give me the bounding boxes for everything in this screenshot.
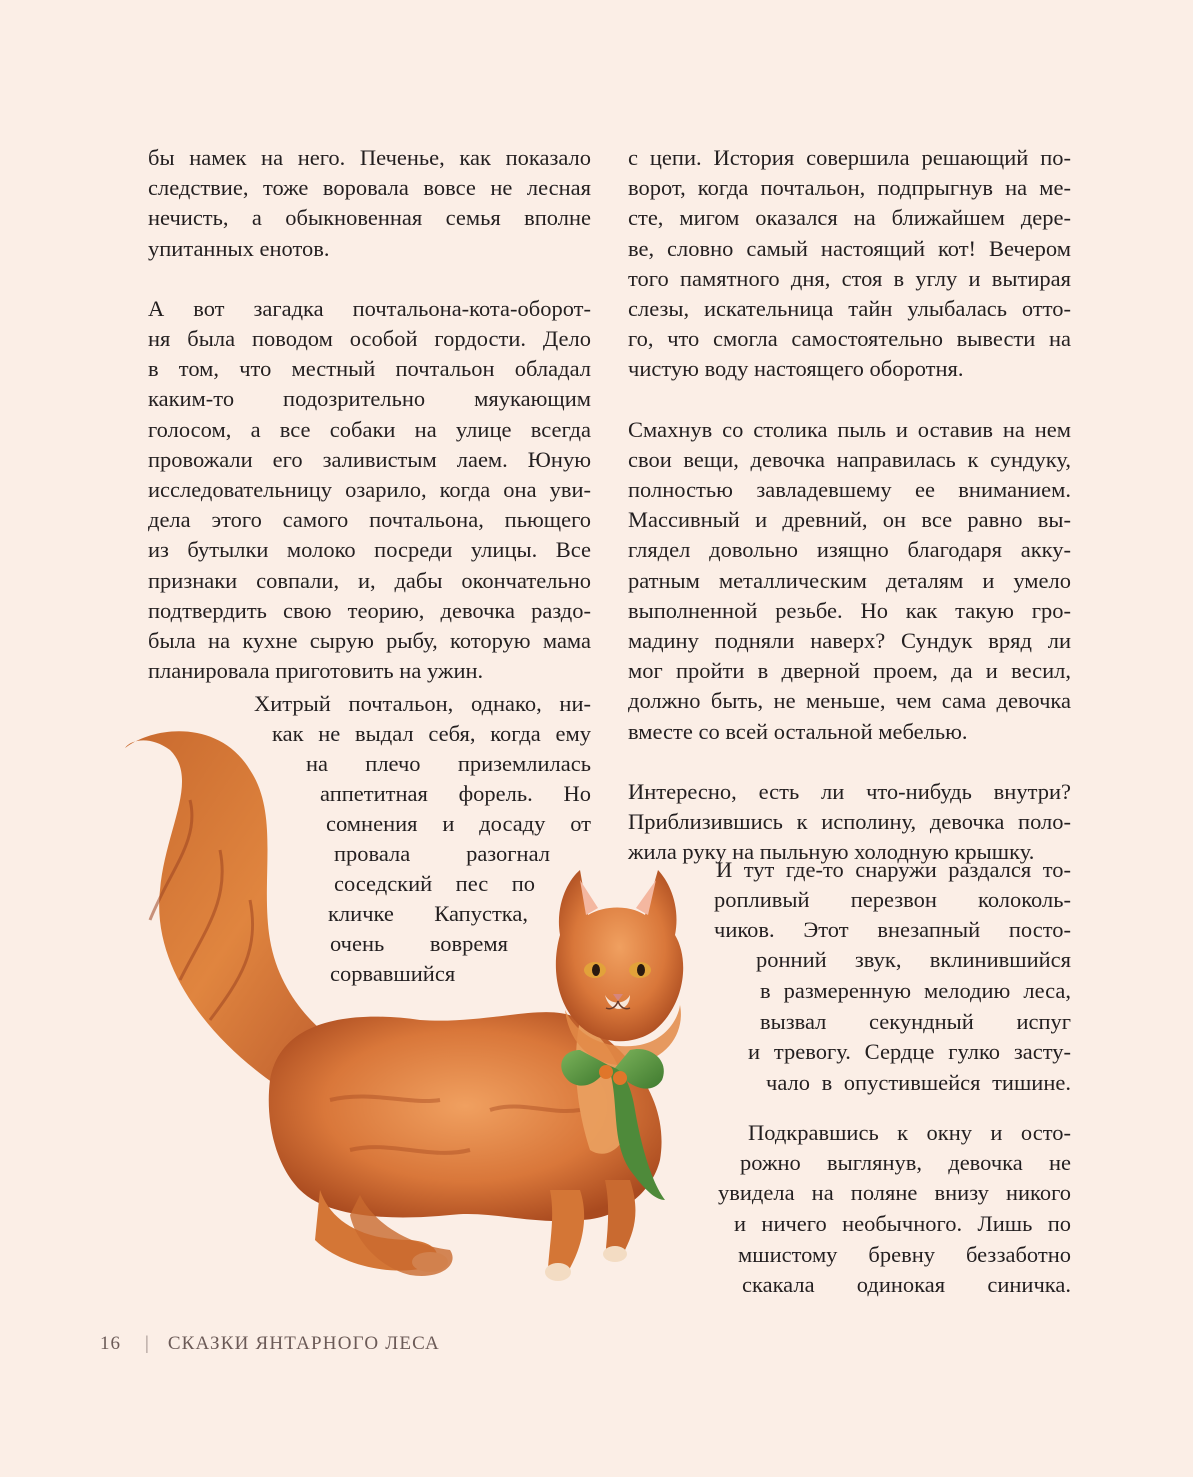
- text-line: каким-то подозрительно мяукающим: [148, 386, 591, 412]
- page-footer: [100, 1333, 440, 1355]
- text-line: ратным металлическим деталям и умело: [628, 567, 1071, 593]
- text-line: и тревогу. Сердце гулко засту-: [748, 1039, 1071, 1064]
- text-line: нечисть, а обыкновенная семья вполне: [148, 205, 591, 231]
- text-line: чало в опустившейся тишине.: [766, 1070, 1071, 1095]
- text-line: мог пройти в дверной проем, да и весил,: [628, 658, 1071, 684]
- text-line: слезы, искательница тайн улыбалась отто-: [628, 296, 1071, 322]
- page-number: 16: [100, 1333, 121, 1354]
- bell: [599, 1065, 613, 1079]
- text-line: сте, мигом оказался на ближайшем дере-: [628, 205, 1071, 231]
- paragraph: [628, 143, 1071, 385]
- text-line: вызвал секундный испуг: [760, 1009, 1071, 1034]
- text-line: планировала приготовить на ужин.: [148, 658, 484, 684]
- paragraph: [628, 415, 1071, 747]
- text-line: должно быть, не меньше, чем сама девочка: [628, 688, 1071, 714]
- text-line: дела этого самого почтальона, пьющего: [148, 507, 591, 533]
- text-line: Приблизившись к исполину, девочка поло-: [628, 809, 1071, 835]
- text-line: бы намек на него. Печенье, как показало: [148, 145, 591, 170]
- text-line: го, что смогла самостоятельно вывести на: [628, 326, 1071, 352]
- text-line: на плечо приземлилась: [306, 751, 591, 776]
- text-line: увидела на поляне внизу никого: [718, 1180, 1071, 1205]
- text-line: ве, словно самый настоящий кот! Вечером: [628, 235, 1071, 261]
- left-column: [148, 143, 591, 686]
- text-line: из бутылки молоко посреди улицы. Все: [148, 537, 591, 563]
- book-title: СКАЗКИ ЯНТАРНОГО ЛЕСА: [167, 1333, 440, 1354]
- paragraph: [148, 143, 591, 264]
- text-line: следствие, тоже воровала вовсе не лесная: [148, 175, 591, 201]
- text-line: и ничего необычного. Лишь по: [734, 1211, 1071, 1236]
- text-line: жила руку на пыльную холодную крышку.: [628, 839, 1035, 865]
- text-line: полностью завладевшему ее вниманием.: [628, 477, 1071, 503]
- text-line: рожно выглянув, девочка не: [740, 1150, 1071, 1175]
- text-line: в том, что местный почтальон обладал: [148, 356, 591, 382]
- text-line: Хитрый почтальон, однако, ни-: [254, 691, 591, 716]
- text-line: была на кухне сырую рыбу, которую мама: [148, 628, 591, 654]
- text-line: мшистому бревну беззаботно: [738, 1242, 1071, 1267]
- text-line: А вот загадка почтальона-кота-оборот-: [148, 295, 591, 321]
- text-line: очень вовремя: [330, 931, 508, 956]
- text-line: исследовательницу озарило, когда она уви-: [148, 477, 591, 503]
- text-line: упитанных енотов.: [148, 235, 330, 261]
- text-line: как не выдал себя, когда ему: [272, 721, 591, 746]
- text-line: сорвавшийся: [330, 961, 456, 986]
- text-line: подтвердить свою теорию, девочка раздо-: [148, 597, 591, 623]
- text-line: ворот, когда почтальон, подпрыгнув на ме-: [628, 175, 1071, 201]
- text-line: чиков. Этот внезапный посто-: [714, 917, 1071, 942]
- text-line: аппетитная форель. Но: [320, 781, 591, 806]
- text-line: глядел довольно изящно благодаря акку-: [628, 537, 1071, 563]
- text-line: провожали его заливистым лаем. Юную: [148, 446, 591, 472]
- footer-separator: |: [145, 1333, 150, 1354]
- text-line: сомнения и досаду от: [326, 811, 591, 836]
- text-line: того памятного дня, стоя в углу и вытирая: [628, 265, 1071, 291]
- text-line: кличке Капустка,: [328, 901, 528, 926]
- cat-head: [556, 870, 683, 1041]
- text-line: Массивный и древний, он все равно вы-: [628, 507, 1071, 533]
- text-line: Подкравшись к окну и осто-: [748, 1120, 1071, 1145]
- bell: [613, 1071, 627, 1085]
- text-line: ронний звук, вклинившийся: [756, 947, 1071, 972]
- text-line: И тут где-то снаружи раздался то-: [716, 857, 1071, 882]
- text-line: выполненной резьбе. Но как такую гро-: [628, 597, 1071, 623]
- cat-illustration-icon: [110, 720, 730, 1320]
- text-line: скакала одинокая синичка.: [742, 1272, 1071, 1297]
- text-line: провала разогнал: [334, 841, 550, 866]
- text-line: чистую воду настоящего оборотня.: [628, 356, 964, 382]
- text-line: Смахнув со столика пыль и оставив на нем: [628, 416, 1071, 442]
- text-line: ропливый перезвон колоколь-: [714, 887, 1071, 912]
- text-line: свои вещи, девочка направилась к сундуку,: [628, 446, 1071, 472]
- paragraph: [148, 294, 591, 687]
- text-line: в размеренную мелодию леса,: [760, 978, 1071, 1003]
- text-line: голосом, а все собаки на улице всегда: [148, 416, 591, 442]
- text-line: Интересно, есть ли что-нибудь внутри?: [628, 778, 1071, 804]
- text-line: соседский пес по: [334, 871, 535, 896]
- text-line: ня была поводом особой гордости. Дело: [148, 326, 591, 352]
- text-line: мадину подняли наверх? Сундук вряд ли: [628, 628, 1071, 654]
- text-line: вместе со всей остальной мебелью.: [628, 718, 968, 744]
- text-line: с цепи. История совершила решающий по-: [628, 145, 1071, 170]
- text-line: признаки совпали, и, дабы окончательно: [148, 567, 591, 593]
- front-leg: [605, 1180, 635, 1257]
